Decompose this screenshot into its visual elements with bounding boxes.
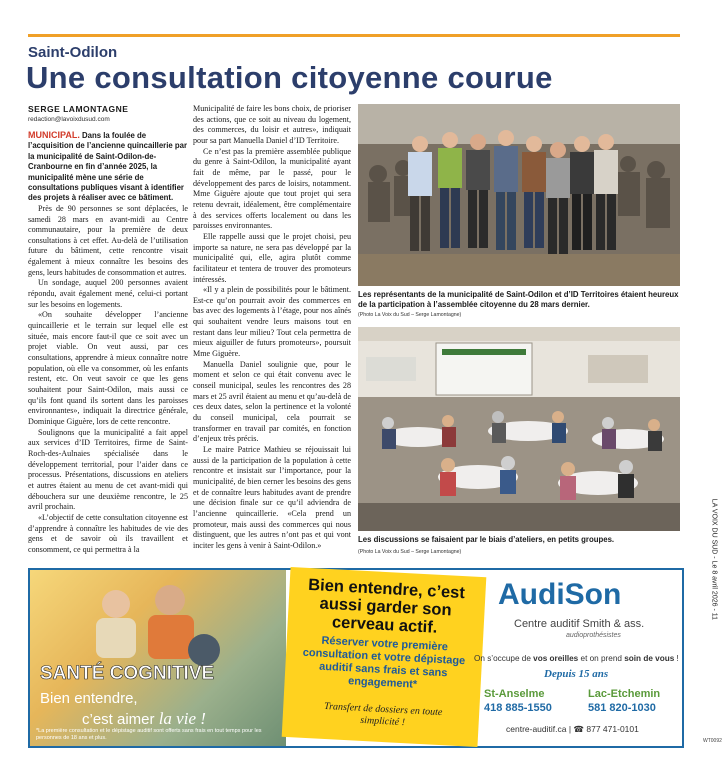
workshop-photo [358, 327, 680, 531]
ad-since: Depuis 15 ans [544, 668, 609, 680]
author-email[interactable]: redaction@lavoixdusud.com [28, 116, 110, 123]
group-photo [358, 104, 680, 286]
ad-website[interactable]: centre-auditif.ca [506, 724, 567, 734]
brand-logo: AudiSon [498, 578, 622, 611]
photo-2-credit: (Photo La Voix du Sud – Serge Lamontagne) [358, 549, 462, 555]
workshop-photo-illustration [358, 327, 680, 531]
ad-left-line1: Bien entendre, [40, 690, 138, 707]
paragraph: «On souhaite développer l’ancienne quincaillerie et le terrain sur lequel elle est située, mais encore faut-il que ce soit avec un projet viable. On veut aussi, par ces consultations, apprendre à mieux connaître notre population, où elle va consommer, où les enfants restent, etc. On veut savoir ce que les gens souhaitent pour Saint-Odilon, mais aussi ce qu’ils font quand ils sortent dans les paroisses environnantes», indiquait la directrice générale, Dominique Giguère, lors de cette rencontre. [28, 310, 188, 426]
ad-left-emph: la vie ! [158, 709, 206, 728]
photo-2-caption: Les discussions se faisaient par le biais d’ateliers, en petits groupes. [358, 535, 615, 544]
section-kicker: Saint-Odilon [28, 44, 118, 61]
paragraph: Soulignons que la municipalité a fait appel aux services d’ID Territoires, firme de Saint-Roch-des-Aulnaies spécialisée dans le développement territorial, pour l’aider dans ce processus. Présentations, discussions en ateliers et autres étaient au menu de cet avant-midi qui débouchera sur une deuxième rencontre, le 25 avril prochain. [28, 427, 188, 512]
ad-note-script: Transfert de dossiers en toute simplicité ! [323, 700, 443, 729]
paragraph: Un sondage, auquel 200 personnes avaient répondu, avait également mené, celui-ci portant sur les besoins en logements. [28, 278, 188, 309]
paragraph: Le maire Patrice Mathieu se réjouissait lui aussi de la participation de la population à cette rencontre et insistait sur l’importance, pour la municipalité, de bien cerner les besoins des gens et de connaître leurs habitudes avant de prendre une décision finale sur ce qu’il adviendra de l’ancienne quincaillerie. «Cela prend un promoteur, mais aussi des commerces qui nous distinguent, que les autres n’ont pas et qui vont inciter les gens à venir à Saint-Odilon.» [193, 445, 351, 550]
paragraph: «Il y a plein de possibilités pour le bâtiment. Est-ce qu’on pourrait avoir des commerces en bas avec des logements à l’étage, pour nos aînés qui souhaitent vendre leurs maisons tout en restant dans leur milieu? Tout cela permettra de mieux aiguiller de futurs promoteurs», poursuit Mme Giguère. [193, 285, 351, 359]
ad-left-line2: c’est aimer la vie ! [82, 709, 206, 728]
ad-tagline: On s’occupe de vos oreilles et on prend soin de vous ! [474, 654, 679, 663]
paragraph: Elle rappelle aussi que le projet choisi, peu importe sa nature, ne sera pas développé par la municipalité qui, elle, agira plutôt comme facilitateur et tentera de trouver des promoteurs intéressés. [193, 231, 351, 284]
ad-note-body: Réserver votre première consultation et votre dépistage auditif sans frais et sans engagement* [302, 634, 466, 691]
ad-code: WT0092 [703, 738, 722, 744]
article-column-1 [28, 130, 188, 556]
lead-place: MUNICIPAL. [28, 130, 80, 140]
group-photo-illustration [358, 104, 680, 286]
ad-sticky-note [282, 567, 487, 747]
ad-contact-line: centre-auditif.ca | ☎ 877 471-0101 [506, 724, 639, 734]
ad-left-title: SANTÉ COGNITIVE [40, 663, 215, 684]
ad-fineprint: *La première consultation et le dépistage auditif sont offerts sans frais en tout temps pour les personnes de 18 ans et plus. [36, 728, 262, 741]
top-rule [28, 34, 680, 37]
photo-1-credit: (Photo La Voix du Sud – Serge Lamontagne) [358, 312, 462, 318]
ad-right-panel [470, 570, 682, 746]
paragraph: Municipalité de faire les bons choix, de prioriser des actions, que ce soit au niveau du logement, des commerces, du loisir et autres», indiquait pour sa part Manuella Daniel d’ID Territoire. [193, 104, 351, 145]
ad-left-panel [30, 570, 286, 746]
loc1-phone[interactable]: 418 885-1550 [484, 702, 552, 714]
byline: SERGE LAMONTAGNE [28, 104, 129, 114]
paragraph: Ce n’est pas la première assemblée publique du genre à Saint-Odilon, la municipalité ayant fait de même, par le passé, pour le développement des parcs de loisirs, notamment. Mme Giguère ajoute que tout projet qui sera retenu devrait, idéalement, être complémentaire à des services offerts localement ou dans les paroisses environnantes. [193, 146, 351, 231]
audison-ad[interactable] [28, 568, 684, 748]
brand-sub: Centre auditif Smith & ass. [514, 618, 645, 630]
loc1-name: St-Anselme [484, 688, 545, 700]
loc2-name: Lac-Etchemin [588, 688, 661, 700]
phone-icon: ☎ [573, 724, 585, 734]
article-headline: Une consultation citoyenne courue [26, 60, 553, 95]
page-folio: LA VOIX DU SUD - Le 8 avril 2026 - 11 [710, 498, 717, 620]
paragraph: Manuella Daniel soulignie que, pour le moment et selon ce qui était convenu avec le conseil municipal, seules les rencontres des 28 mars et 25 avril étaient au menu et qu’au-delà de ces deux dates, selon la pertinence et la volonté du conseil municipal, cela pourrait se transformer en travail par comités, en fonction d’enjeux très précis. [193, 359, 351, 444]
paragraph: Près de 90 personnes se sont déplacées, le samedi 28 mars en avant-midi au Centre communautaire, pour la première de deux consultations à cet effet. Au-delà de l’utilisation future du bâtiment, cette rencontre visait également à mieux connaître les besoins des gens, leurs habitudes de consommation et autres. [28, 203, 188, 277]
lead-text: Dans la foulée de l’acquisition de l’ancienne quincaillerie par la municipalité de Saint-Odilon-de-Cranbourne en fin d’année 2025, la municipalité mène une série de consultations publiques visant à identifier des projets à réaliser avec ce bâtiment. [28, 131, 188, 203]
paragraph: «L’objectif de cette consultation citoyenne est d’apprendre à connaître les habitudes de vie des gens et de savoir où ils travaillent et consomment, ce qui permettra à la [28, 512, 188, 554]
article-lead [28, 130, 188, 204]
ad-tollfree[interactable]: 877 471-0101 [586, 724, 639, 734]
tagline-bold-1: vos oreilles [533, 654, 579, 663]
ad-note-title: Bien entendre, c’est aussi garder son cerveau actif. [307, 575, 466, 637]
brand-sub2: audioprothésistes [566, 632, 621, 639]
article-column-2 [193, 104, 351, 552]
tagline-bold-2: soin de vous [624, 654, 675, 663]
photo-1-caption: Les représentants de la municipalité de Saint-Odilon et d’ID Territoires étaient heureux de la participation à l’assemblée citoyenne du 28 mars dernier. [358, 290, 679, 309]
loc2-phone[interactable]: 581 820-1030 [588, 702, 656, 714]
